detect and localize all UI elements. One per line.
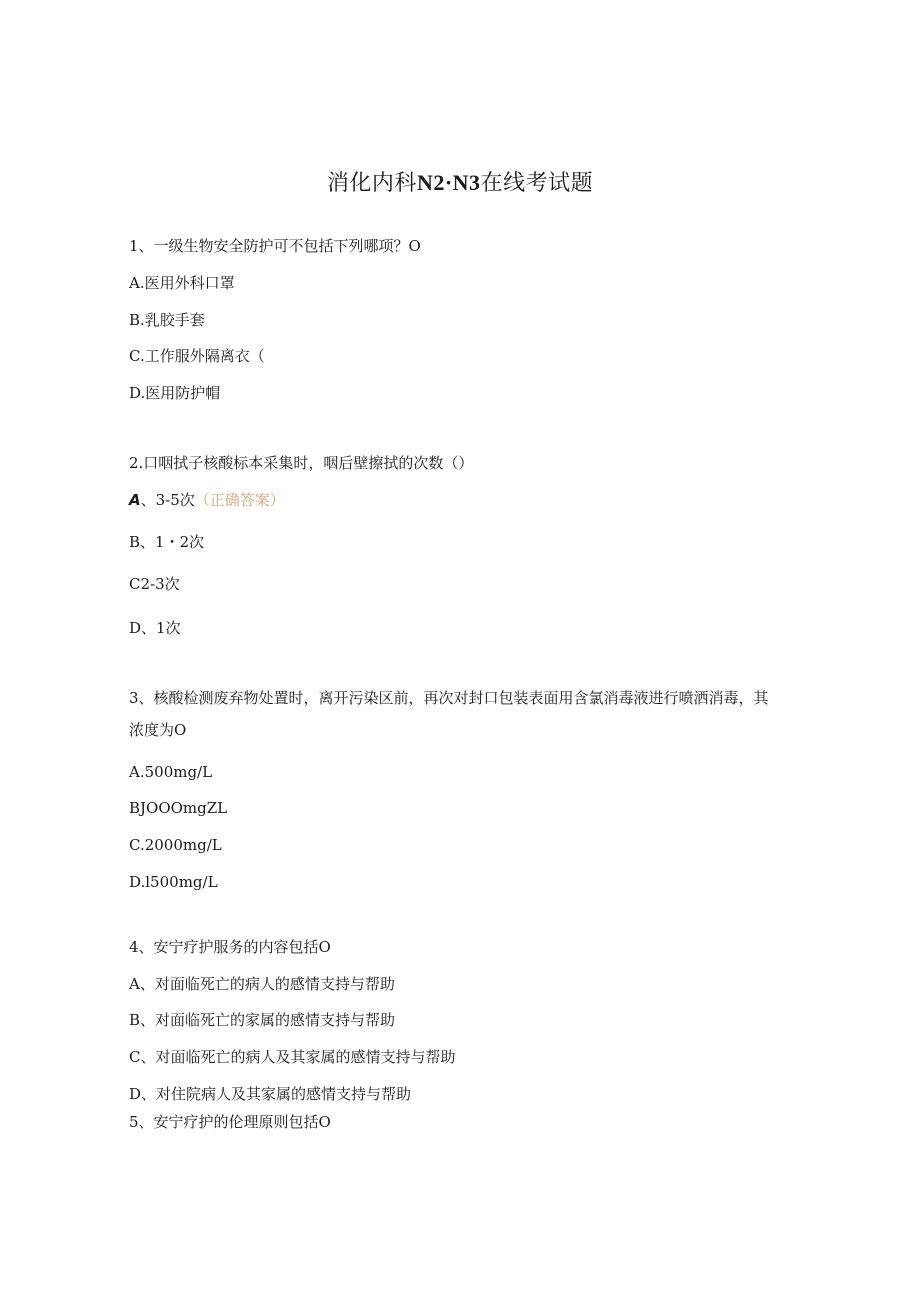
question-4-option-a: A、对面临死亡的病人的感情支持与帮助	[129, 975, 395, 993]
question-4-option-d: D、对住院病人及其家属的感情支持与帮助	[129, 1085, 412, 1103]
question-1-option-b: B.乳胶手套	[129, 311, 205, 329]
question-3-option-a: A.500mg∕L	[129, 763, 213, 781]
question-1-stem: 1、一级生物安全防护可不包括下列哪项？O	[129, 237, 421, 255]
correct-answer-mark: （正确答案）	[194, 491, 285, 509]
title-suffix: 在线考试题	[480, 171, 594, 196]
question-3-option-c: C.2000mg∕L	[129, 836, 222, 854]
question-5-stem: 5、安宁疗护的伦理原则包括O	[129, 1113, 331, 1131]
question-1-option-c: C.工作服外隔离衣（	[129, 347, 265, 365]
title-prefix: 消化内科	[326, 171, 417, 196]
question-3-option-d: D.l500mg∕L	[129, 873, 218, 891]
question-3-option-b: BJOOOmgZL	[129, 799, 228, 817]
page-title	[0, 166, 920, 197]
question-1-option-a: A.医用外科口罩	[129, 274, 235, 292]
question-4-option-c: C、对面临死亡的病人及其家属的感情支持与帮助	[129, 1048, 456, 1066]
question-2-option-c: C2-3次	[129, 575, 180, 593]
question-2-option-a	[129, 490, 285, 510]
question-2-option-a-text: 、3-5次	[140, 491, 195, 509]
title-code: N2·N3	[416, 170, 481, 195]
question-2-option-d: D、1次	[129, 619, 181, 637]
question-4-stem: 4、安宁疗护服务的内容包括O	[129, 938, 331, 956]
question-2-option-b: B、1・2次	[129, 533, 205, 551]
question-2-stem: 2.口咽拭子核酸标本采集时，咽后壁擦拭的次数（）	[129, 454, 474, 472]
question-2-option-a-letter: A	[129, 491, 141, 509]
question-1-option-d: D.医用防护帽	[129, 384, 221, 402]
question-3-stem: 3、核酸检测废弃物处置时，离开污染区前，再次对封口包装表面用含氯消毒液进行喷洒消毒，其浓度为O	[129, 689, 769, 739]
question-4-option-b: B、对面临死亡的家属的感情支持与帮助	[129, 1011, 396, 1029]
